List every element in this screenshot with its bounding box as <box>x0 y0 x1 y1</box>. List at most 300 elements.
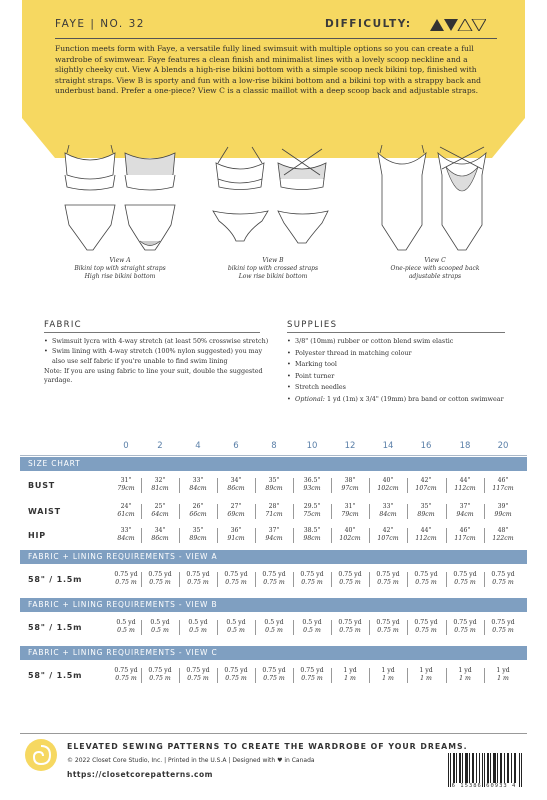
imperial-value: 0.75 yd <box>262 571 286 578</box>
column-separator <box>255 478 256 493</box>
column-separator <box>369 668 370 683</box>
requirements-row-cell <box>180 571 216 587</box>
size-row-cell <box>142 527 178 543</box>
size-row-cell <box>294 503 330 519</box>
imperial-value: 38.5" <box>303 527 321 534</box>
size-row-label: WAIST <box>28 507 61 516</box>
imperial-value: 0.5 yd <box>150 619 170 626</box>
metric-value: 0.75 m <box>377 579 399 586</box>
imperial-value: 34" <box>154 527 166 534</box>
metric-value: 0.75 m <box>263 579 285 586</box>
requirements-row-cell <box>256 667 292 683</box>
metric-value: 1 m <box>344 675 356 682</box>
metric-value: 86cm <box>227 485 245 492</box>
metric-value: 1 m <box>497 675 509 682</box>
column-separator <box>331 528 332 543</box>
column-separator <box>407 478 408 493</box>
column-separator <box>407 620 408 635</box>
column-separator <box>141 620 142 635</box>
metric-value: 0.75 m <box>263 675 285 682</box>
column-separator <box>217 528 218 543</box>
column-separator <box>484 620 485 635</box>
size-row-cell <box>370 503 406 519</box>
column-separator <box>407 528 408 543</box>
supplies-item: • 3/8" (10mm) rubber or cotton blend swim elastic <box>287 337 517 347</box>
metric-value: 1 m <box>420 675 432 682</box>
supplies-item: • Polyester thread in matching colour <box>287 349 517 359</box>
metric-value: 79cm <box>341 511 359 518</box>
column-separator <box>293 668 294 683</box>
column-separator <box>141 668 142 683</box>
size-row-cell <box>142 477 178 493</box>
size-row-cell <box>108 527 144 543</box>
metric-value: 107cm <box>377 535 399 542</box>
size-chart-band <box>20 457 527 471</box>
imperial-value: 1 yd <box>381 667 395 674</box>
requirements-row-cell <box>447 571 483 587</box>
metric-value: 0.5 m <box>303 627 321 634</box>
view-c-title: View C <box>424 257 446 264</box>
metric-value: 0.75 m <box>415 579 437 586</box>
imperial-value: 39" <box>497 503 509 510</box>
imperial-value: 0.75 yd <box>338 571 362 578</box>
column-separator <box>179 572 180 587</box>
column-separator <box>293 572 294 587</box>
view-b-line2: Low rise bikini bottom <box>238 273 308 280</box>
size-row-cell <box>332 503 368 519</box>
imperial-value: 33" <box>382 503 394 510</box>
view-a-line1: Bikini top with straight straps <box>74 265 166 272</box>
imperial-value: 0.75 yd <box>414 619 438 626</box>
optional-tag: Optional: <box>295 394 325 403</box>
fabric-section <box>44 337 270 385</box>
size-column-header: 12 <box>344 441 356 451</box>
fabric-note: Note: If you are using fabric to line your suit, double the suggested yardage. <box>44 366 263 385</box>
footer-copyright: © 2022 Closet Core Studio, Inc. | Printed in the U.S.A | Designed with ♥ in Canada <box>67 757 315 764</box>
fabric-width-label: 58" / 1.5m <box>28 575 83 584</box>
size-chart-band-label: SIZE CHART <box>28 459 81 468</box>
footer-tagline: ELEVATED SEWING PATTERNS TO CREATE THE WARDROBE OF YOUR DREAMS. <box>67 742 468 751</box>
column-separator <box>179 528 180 543</box>
size-row-cell <box>370 477 406 493</box>
size-row-cell <box>408 527 444 543</box>
column-separator <box>369 620 370 635</box>
column-separator <box>446 478 447 493</box>
view-a-illustration <box>45 145 195 255</box>
imperial-value: 1 yd <box>343 667 357 674</box>
imperial-value: 0.75 yd <box>491 571 515 578</box>
imperial-value: 46" <box>459 527 471 534</box>
size-row-cell <box>447 477 483 493</box>
size-row-cell <box>408 477 444 493</box>
imperial-value: 31" <box>344 503 356 510</box>
metric-value: 61cm <box>117 511 135 518</box>
column-separator <box>141 504 142 519</box>
column-separator <box>179 668 180 683</box>
size-row-cell <box>408 503 444 519</box>
view-b-line1: bikini top with crossed straps <box>227 265 319 272</box>
size-row-cell <box>108 477 144 493</box>
metric-value: 122cm <box>492 535 514 542</box>
size-column-header: 6 <box>233 441 239 451</box>
metric-value: 89cm <box>189 535 207 542</box>
column-separator <box>407 572 408 587</box>
imperial-value: 0.75 yd <box>148 667 172 674</box>
imperial-value: 26" <box>192 503 204 510</box>
imperial-value: 44" <box>420 527 432 534</box>
imperial-value: 0.75 yd <box>491 619 515 626</box>
requirements-row-cell <box>256 619 292 635</box>
requirements-row-cell <box>485 571 521 587</box>
imperial-value: 0.75 yd <box>114 571 138 578</box>
supplies-divider <box>287 332 505 333</box>
metric-value: 0.75 m <box>301 579 323 586</box>
imperial-value: 0.75 yd <box>300 571 324 578</box>
metric-value: 0.75 m <box>149 675 171 682</box>
difficulty-triangle-icon <box>444 19 458 31</box>
requirements-row-cell <box>370 571 406 587</box>
requirements-row-cell <box>332 571 368 587</box>
imperial-value: 42" <box>382 527 394 534</box>
column-separator <box>369 528 370 543</box>
requirements-row-cell <box>447 667 483 683</box>
column-separator <box>293 528 294 543</box>
view-a-title: View A <box>109 257 131 264</box>
imperial-value: 29.5" <box>303 503 321 510</box>
size-row-cell <box>485 503 521 519</box>
imperial-value: 32" <box>154 477 166 484</box>
imperial-value: 48" <box>497 527 509 534</box>
imperial-value: 0.75 yd <box>453 619 477 626</box>
view-c-line1: One-piece with scooped back <box>390 265 480 272</box>
column-separator <box>484 504 485 519</box>
metric-value: 79cm <box>117 485 135 492</box>
metric-value: 102cm <box>377 485 399 492</box>
imperial-value: 0.75 yd <box>453 571 477 578</box>
imperial-value: 0.5 yd <box>302 619 322 626</box>
imperial-value: 38" <box>344 477 356 484</box>
column-separator <box>217 668 218 683</box>
supplies-item: • Optional: 1 yd (1m) x 3/4" (19mm) bra band or cotton swimwear <box>287 395 517 405</box>
imperial-value: 0.75 yd <box>376 571 400 578</box>
imperial-value: 28" <box>268 503 280 510</box>
metric-value: 0.75 m <box>149 579 171 586</box>
imperial-value: 24" <box>120 503 132 510</box>
metric-value: 89cm <box>265 485 283 492</box>
requirements-row-cell <box>180 619 216 635</box>
imperial-value: 0.75 yd <box>224 571 248 578</box>
column-separator <box>179 620 180 635</box>
requirements-row-cell <box>142 571 178 587</box>
view-a-caption <box>45 257 195 281</box>
size-row-cell <box>180 527 216 543</box>
metric-value: 0.75 m <box>492 579 514 586</box>
metric-value: 0.5 m <box>227 627 245 634</box>
imperial-value: 0.75 yd <box>414 571 438 578</box>
column-separator <box>331 478 332 493</box>
metric-value: 81cm <box>151 485 169 492</box>
imperial-value: 33" <box>120 527 132 534</box>
difficulty-label: DIFFICULTY: <box>325 18 412 30</box>
size-row-cell <box>256 503 292 519</box>
requirements-band <box>20 550 527 564</box>
size-row-cell <box>485 477 521 493</box>
metric-value: 98cm <box>303 535 321 542</box>
imperial-value: 44" <box>459 477 471 484</box>
imperial-value: 33" <box>192 477 204 484</box>
imperial-value: 36" <box>230 527 242 534</box>
pattern-description: Function meets form with Faye, a versatile fully lined swimsuit with multiple options so you can create a full wardrobe of swimwear. Faye features a clean finish and minimalist lines with a lovely scoop neckline and a slightly cheeky cut. View A blends a high-rise bikini bottom with a simple scoop neck bikini top, finished with straight straps. View B is sporty and fun with a low-rise bikini bottom and a bikini top with a strappy back and underbust band. Prefer a one-piece? View C is a classic maillot with a deep scoop back and adjustable straps. <box>55 44 481 96</box>
metric-value: 0.5 m <box>265 627 283 634</box>
imperial-value: 0.75 yd <box>114 667 138 674</box>
column-separator <box>255 572 256 587</box>
size-row-cell <box>142 503 178 519</box>
imperial-value: 35" <box>420 503 432 510</box>
requirements-row-cell <box>485 667 521 683</box>
footer-divider <box>20 733 527 734</box>
row-divider <box>20 455 527 456</box>
size-row-cell <box>256 477 292 493</box>
requirements-row-cell <box>370 667 406 683</box>
size-row-cell <box>256 527 292 543</box>
view-a-line2: High rise bikini bottom <box>84 273 156 280</box>
metric-value: 117cm <box>492 485 514 492</box>
imperial-value: 0.5 yd <box>188 619 208 626</box>
column-separator <box>179 504 180 519</box>
fabric-width-label: 58" / 1.5m <box>28 623 83 632</box>
column-separator <box>179 478 180 493</box>
requirements-row-cell <box>180 667 216 683</box>
requirements-row-cell <box>142 667 178 683</box>
metric-value: 94cm <box>265 535 283 542</box>
column-separator <box>293 478 294 493</box>
metric-value: 75cm <box>303 511 321 518</box>
difficulty-triangle-icon <box>458 19 472 31</box>
imperial-value: 0.75 yd <box>262 667 286 674</box>
metric-value: 0.75 m <box>187 579 209 586</box>
view-b <box>198 145 348 295</box>
size-column-header: 14 <box>382 441 394 451</box>
size-row-cell <box>218 503 254 519</box>
barcode-digits: 6 15386 60933 4 <box>451 783 517 789</box>
imperial-value: 34" <box>230 477 242 484</box>
view-b-caption <box>198 257 348 281</box>
column-separator <box>484 478 485 493</box>
column-separator <box>255 668 256 683</box>
requirements-row-cell <box>218 667 254 683</box>
metric-value: 99cm <box>494 511 512 518</box>
metric-value: 0.75 m <box>454 579 476 586</box>
fabric-item: • Swim lining with 4-way stretch (100% nylon suggested) you may also use self fabric if you're unable to find swim lining <box>44 347 270 366</box>
view-a <box>45 145 195 295</box>
column-separator <box>331 620 332 635</box>
metric-value: 1 m <box>382 675 394 682</box>
imperial-value: 37" <box>268 527 280 534</box>
size-row-label: BUST <box>28 481 56 490</box>
pattern-name: FAYE | NO. 32 <box>55 18 145 30</box>
supplies-item: • Marking tool <box>287 360 517 370</box>
column-separator <box>217 478 218 493</box>
imperial-value: 0.75 yd <box>300 667 324 674</box>
size-column-header: 2 <box>157 441 163 451</box>
title-divider <box>55 38 497 39</box>
requirements-row-cell <box>447 619 483 635</box>
size-row-cell <box>332 527 368 543</box>
size-row-cell <box>332 477 368 493</box>
column-separator <box>369 504 370 519</box>
metric-value: 64cm <box>151 511 169 518</box>
size-column-header: 4 <box>195 441 201 451</box>
view-c-illustration <box>360 145 510 255</box>
view-b-title: View B <box>262 257 284 264</box>
footer-website-link[interactable]: https://closetcorepatterns.com <box>67 770 213 779</box>
title-row <box>55 18 505 34</box>
requirements-row-cell <box>332 667 368 683</box>
size-column-header: 18 <box>459 441 471 451</box>
imperial-value: 42" <box>420 477 432 484</box>
fabric-width-label: 58" / 1.5m <box>28 671 83 680</box>
requirements-row-cell <box>108 619 144 635</box>
requirements-row-cell <box>408 619 444 635</box>
imperial-value: 35" <box>192 527 204 534</box>
column-separator <box>255 528 256 543</box>
column-separator <box>293 620 294 635</box>
supplies-section <box>287 337 517 407</box>
imperial-value: 27" <box>230 503 242 510</box>
column-separator <box>446 620 447 635</box>
requirements-row-cell <box>332 619 368 635</box>
size-row-cell <box>447 527 483 543</box>
requirements-row-cell <box>294 619 330 635</box>
requirements-row-cell <box>294 667 330 683</box>
imperial-value: 35" <box>268 477 280 484</box>
metric-value: 71cm <box>265 511 283 518</box>
difficulty-triangle-icon <box>430 19 444 31</box>
imperial-value: 1 yd <box>458 667 472 674</box>
size-row-cell <box>180 477 216 493</box>
imperial-value: 1 yd <box>419 667 433 674</box>
column-separator <box>369 572 370 587</box>
metric-value: 102cm <box>339 535 361 542</box>
imperial-value: 0.75 yd <box>224 667 248 674</box>
difficulty-triangle-icon <box>472 19 486 31</box>
column-separator <box>446 504 447 519</box>
supplies-item: • Stretch needles <box>287 383 517 393</box>
metric-value: 66cm <box>189 511 207 518</box>
column-separator <box>331 504 332 519</box>
requirements-row-cell <box>108 667 144 683</box>
metric-value: 0.75 m <box>339 627 361 634</box>
size-column-header: 16 <box>420 441 432 451</box>
imperial-value: 1 yd <box>496 667 510 674</box>
imperial-value: 0.75 yd <box>376 619 400 626</box>
column-separator <box>141 572 142 587</box>
imperial-value: 0.5 yd <box>264 619 284 626</box>
metric-value: 0.75 m <box>301 675 323 682</box>
metric-value: 84cm <box>189 485 207 492</box>
size-row-cell <box>294 527 330 543</box>
fabric-divider <box>44 332 260 333</box>
size-column-header: 8 <box>271 441 277 451</box>
metric-value: 0.5 m <box>117 627 135 634</box>
metric-value: 91cm <box>227 535 245 542</box>
size-row-cell <box>370 527 406 543</box>
fabric-heading: FABRIC <box>44 320 82 330</box>
column-separator <box>407 668 408 683</box>
metric-value: 89cm <box>417 511 435 518</box>
imperial-value: 37" <box>459 503 471 510</box>
size-row-cell <box>294 477 330 493</box>
size-column-header: 10 <box>306 441 318 451</box>
size-row-cell <box>180 503 216 519</box>
column-separator <box>331 572 332 587</box>
column-separator <box>369 478 370 493</box>
column-separator <box>484 528 485 543</box>
column-separator <box>255 620 256 635</box>
imperial-value: 36.5" <box>303 477 321 484</box>
imperial-value: 31" <box>120 477 132 484</box>
column-separator <box>331 668 332 683</box>
requirements-row-cell <box>408 667 444 683</box>
metric-value: 0.75 m <box>225 579 247 586</box>
view-c <box>360 145 510 295</box>
metric-value: 0.75 m <box>115 675 137 682</box>
requirements-row-cell <box>294 571 330 587</box>
column-separator <box>217 572 218 587</box>
size-row-label: HIP <box>28 531 46 540</box>
brand-logo-icon <box>24 738 58 772</box>
imperial-value: 0.5 yd <box>226 619 246 626</box>
metric-value: 0.75 m <box>454 627 476 634</box>
size-row-cell <box>485 527 521 543</box>
size-row-cell <box>447 503 483 519</box>
column-separator <box>255 504 256 519</box>
requirements-row-cell <box>370 619 406 635</box>
supplies-item: • Point turner <box>287 372 517 382</box>
size-column-header: 0 <box>123 441 129 451</box>
column-separator <box>217 504 218 519</box>
requirements-band <box>20 598 527 612</box>
requirements-band-label: FABRIC + LINING REQUIREMENTS - VIEW A <box>28 552 218 561</box>
metric-value: 84cm <box>379 511 397 518</box>
requirements-row-cell <box>218 619 254 635</box>
view-illustrations <box>40 145 510 295</box>
requirements-row-cell <box>218 571 254 587</box>
size-row-cell <box>218 527 254 543</box>
imperial-value: 0.5 yd <box>116 619 136 626</box>
metric-value: 69cm <box>227 511 245 518</box>
metric-value: 84cm <box>117 535 135 542</box>
metric-value: 117cm <box>454 535 476 542</box>
metric-value: 0.5 m <box>151 627 169 634</box>
metric-value: 0.75 m <box>339 579 361 586</box>
column-separator <box>446 668 447 683</box>
metric-value: 0.75 m <box>377 627 399 634</box>
requirements-row-cell <box>142 619 178 635</box>
imperial-value: 0.75 yd <box>186 571 210 578</box>
imperial-value: 0.75 yd <box>186 667 210 674</box>
requirements-row-cell <box>108 571 144 587</box>
fabric-item: • Swimsuit lycra with 4-way stretch (at least 50% crosswise stretch) <box>44 337 270 346</box>
size-row-cell <box>108 503 144 519</box>
column-separator <box>484 572 485 587</box>
column-separator <box>407 504 408 519</box>
metric-value: 94cm <box>456 511 474 518</box>
imperial-value: 46" <box>497 477 509 484</box>
requirements-band-label: FABRIC + LINING REQUIREMENTS - VIEW C <box>28 648 218 657</box>
view-c-line2: adjustable straps <box>408 273 462 280</box>
column-separator <box>484 668 485 683</box>
